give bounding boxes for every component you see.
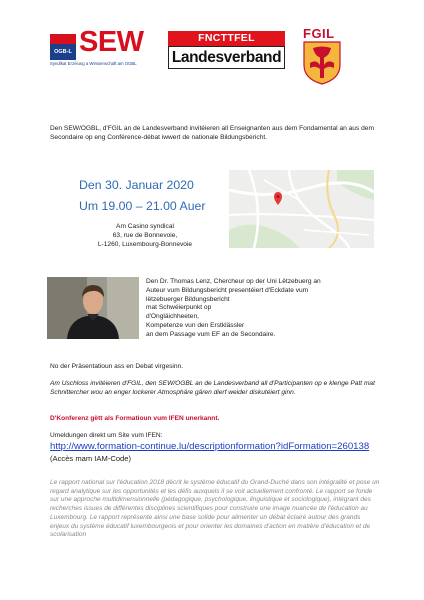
debate-note: No der Präsentatioun ass en Debat virgesinn. (50, 363, 184, 370)
report-description: Le rapport national sur l'éducation 2018 décrit le système éducatif du Grand-Duché dans son intégralité et pose un regard analytique sur les opportunités et les défis auxquels il se voit actuellement confronté. Le rapport se fonde sur une approche multidimensionnelle (pédagogique, psychologique, linguistique et sociologique), intégrant des recherches issues de différentes disciplines scientifiques pour construire une image nuancée de l'éducation au Luxembourg. Le rapport représente ainsi une base solide pour alimenter un débat éclairé autour des grands enjeux du système éducatif luxembourgeois et pour orienter les domaines d'action en matière d'éducation et de scolarisation (50, 479, 380, 539)
speaker-line: Auteur vum Bildungsbericht presentéiert d'Eckdate vum (146, 286, 309, 294)
intro-paragraph: Den SEW/OGBL, d'FGIL an de Landesverband invitéieren all Enseignanten aus dem Fondamental an aus dem Secondaire op eng Conférence-débat iwwert de nationale Bildungsbericht. (50, 125, 374, 141)
fgil-logo-text: FGIL (303, 26, 335, 41)
reception-invitation: Am Uschloss invitéieren d'FGIL, den SEW/OGBL an de Landesverband all d'Participanten op e klenge Patt mat Schnittercher wou an enger lockerer Atmosphäre gären dierf weider diskutéiert ginn. (50, 380, 375, 396)
event-address (90, 222, 200, 250)
registration-label: Umeldungen direkt um Site vum IFEN: (50, 432, 163, 439)
sew-logo-subtitle: Syndikat Erzéiung a Wëssenschaft am OGBL (50, 61, 137, 66)
event-street: 63, rue de Bonnevoie, (112, 232, 178, 240)
sew-logo-square-red (50, 34, 76, 44)
sew-logo-badge-text: OGB-L (54, 49, 72, 55)
event-venue: Am Casino syndical (116, 223, 174, 230)
fnct-logo-bottom: Landesverband (168, 46, 285, 69)
event-time: Um 19.00 – 21.00 Auer (79, 199, 206, 213)
speaker-line: mat Schwéierpunkt op (146, 304, 212, 312)
event-city: L-1260, Luxembourg-Bonnevoie (97, 241, 193, 249)
speaker-line: Kompetenze vun den Erstklässler (146, 321, 245, 329)
speaker-description (146, 278, 376, 340)
fgil-shield-icon (303, 41, 341, 85)
registration-link[interactable]: http://www.formation-continue.lu/descriptionformation?idFormation=260138 (50, 441, 370, 452)
sew-logo-text: SEW (79, 26, 144, 58)
speaker-line: lëtzebuerger Bildungsbericht (146, 295, 230, 303)
speaker-line: d'Ongläichheeten, (146, 313, 199, 321)
speaker-photo (47, 277, 139, 339)
speaker-line: an dem Passage vum EF an de Secondaire. (146, 330, 276, 338)
speaker-line: Den Dr. Thomas Lenz, Chercheur op der Uni Lëtzebuerg an (146, 278, 321, 285)
fnct-logo-top: FNCTTFEL (168, 31, 285, 46)
ifen-recognition-note: D'Konferenz gëtt als Formatioun vum IFEN unerkannt. (50, 415, 220, 422)
registration-access-note: (Accès mam IAM-Code) (50, 454, 132, 463)
location-map (229, 170, 374, 248)
event-date: Den 30. Januar 2020 (79, 178, 194, 192)
